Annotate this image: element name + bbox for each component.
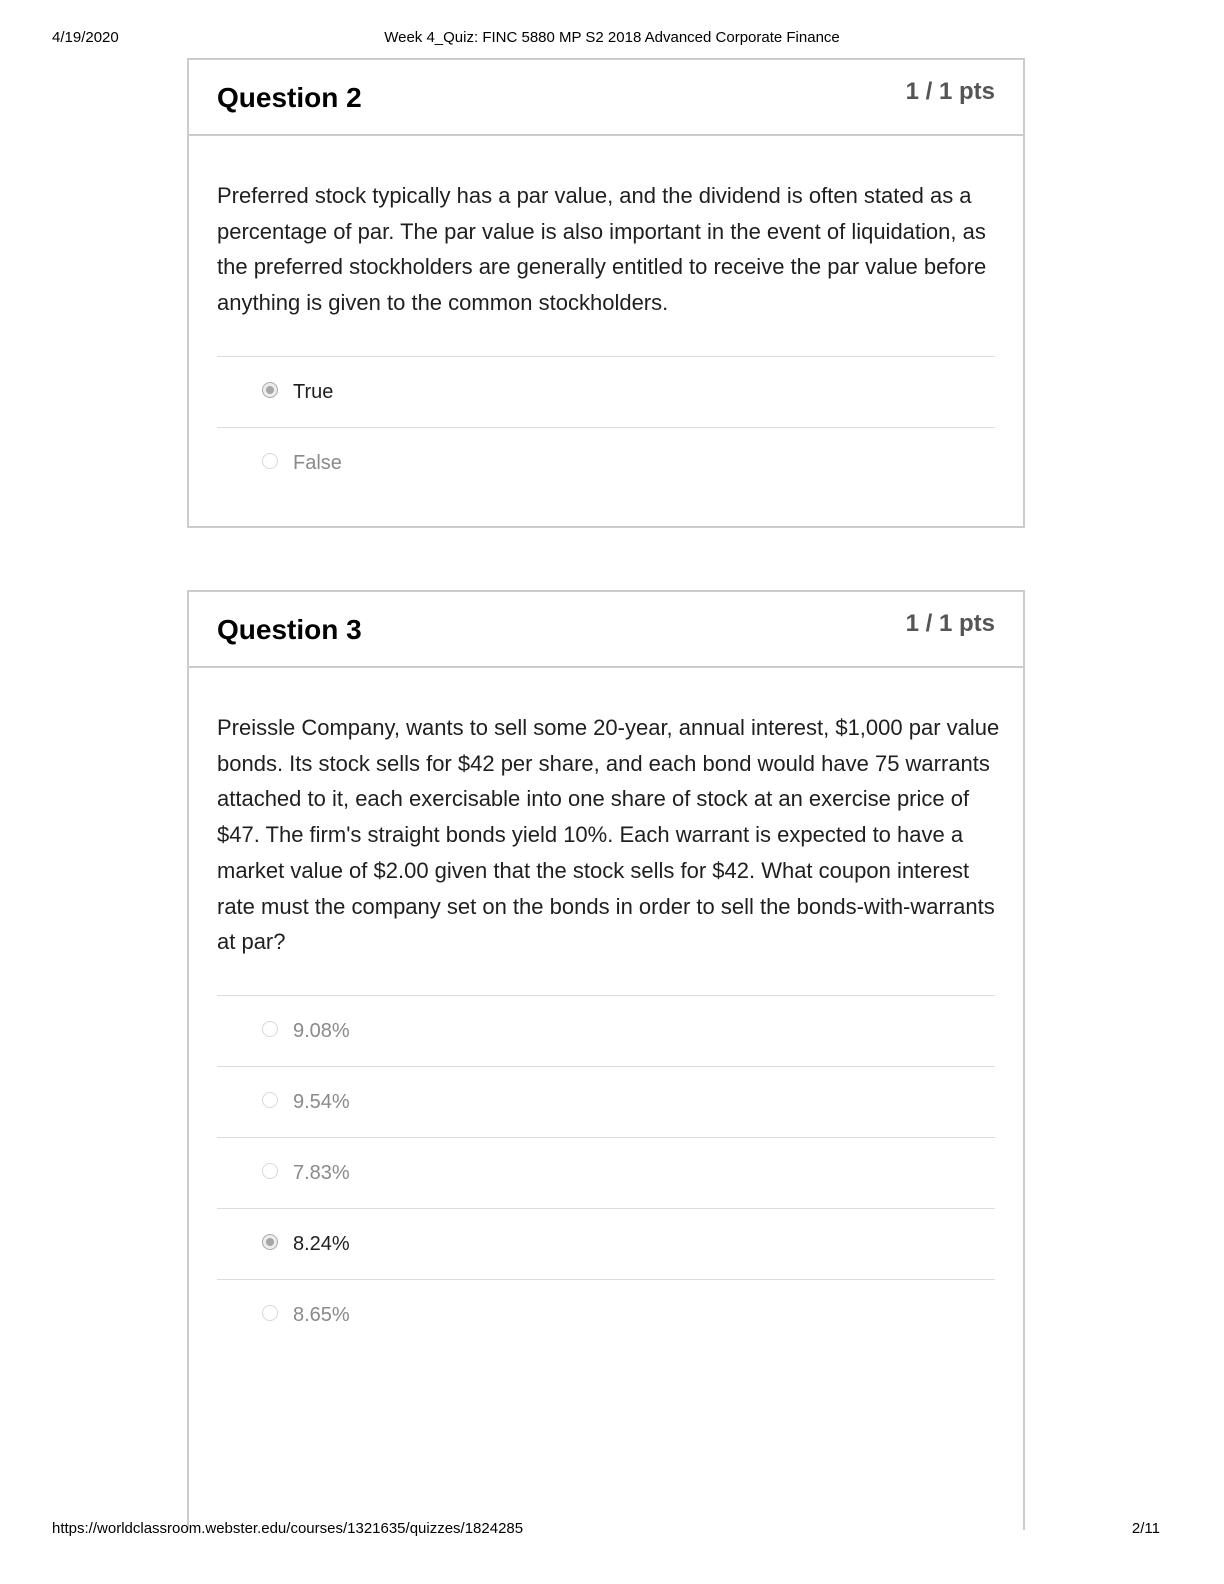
radio-unchecked-icon[interactable] [262,1305,278,1321]
answer-label: 8.24% [293,1232,350,1255]
answer-option-2[interactable] [217,1067,995,1138]
question-title: Question 2 [217,82,362,113]
print-date: 4/19/2020 [52,29,119,46]
answer-label: 8.65% [293,1303,350,1326]
answer-option-3[interactable] [217,1138,995,1209]
answer-option-5[interactable] [217,1280,995,1350]
question-card-2 [187,58,1025,528]
print-page-title: Week 4_Quiz: FINC 5880 MP S2 2018 Advanced Corporate Finance [384,29,840,46]
question-header [189,592,1023,668]
answer-label: False [293,451,342,474]
radio-checked-icon[interactable] [262,1234,278,1250]
answer-label: 7.83% [293,1161,350,1184]
answer-list [217,995,995,1350]
answer-option-false[interactable] [217,428,995,498]
radio-unchecked-icon[interactable] [262,1092,278,1108]
question-card-3 [187,590,1025,1530]
answer-label: 9.54% [293,1090,350,1113]
answer-label: 9.08% [293,1019,350,1042]
answer-option-4[interactable] [217,1209,995,1280]
radio-unchecked-icon[interactable] [262,1021,278,1037]
answer-option-1[interactable] [217,996,995,1067]
print-footer [0,1520,1224,1540]
answer-label: True [293,380,334,403]
answer-option-true[interactable] [217,357,995,428]
print-url: https://worldclassroom.webster.edu/courses/1321635/quizzes/1824285 [52,1520,524,1537]
question-body [189,668,1023,1350]
answer-list [217,356,995,498]
radio-checked-icon[interactable] [262,382,278,398]
question-title: Question 3 [217,614,362,645]
radio-unchecked-icon[interactable] [262,1163,278,1179]
question-points: 1 / 1 pts [905,78,995,105]
question-points: 1 / 1 pts [905,610,995,637]
question-text: Preferred stock typically has a par value, and the dividend is often stated as a percentage of par. The par value is also important in the event of liquidation, as the preferred stockholders are generally entitled to receive the par value before anything is given to the common stockholders. [217,183,987,316]
print-page-number: 2/11 [1131,1520,1160,1537]
question-header [189,60,1023,136]
print-header [0,29,1224,49]
question-text: Preissle Company, wants to sell some 20-year, annual interest, $1,000 par value bonds. Its stock sells for $42 per share, and each bond would have 75 warrants attached to it, each exercisable into one share of stock at an exercise price of $47. The firm's straight bonds yield 10%. Each warrant is expected to have a market value of $2.00 given that the stock sells for $42. What coupon interest rate must the company set on the bonds in order to sell the bonds-with-warrants at par? [217,715,1000,955]
question-body [189,136,1023,498]
radio-unchecked-icon[interactable] [262,453,278,469]
